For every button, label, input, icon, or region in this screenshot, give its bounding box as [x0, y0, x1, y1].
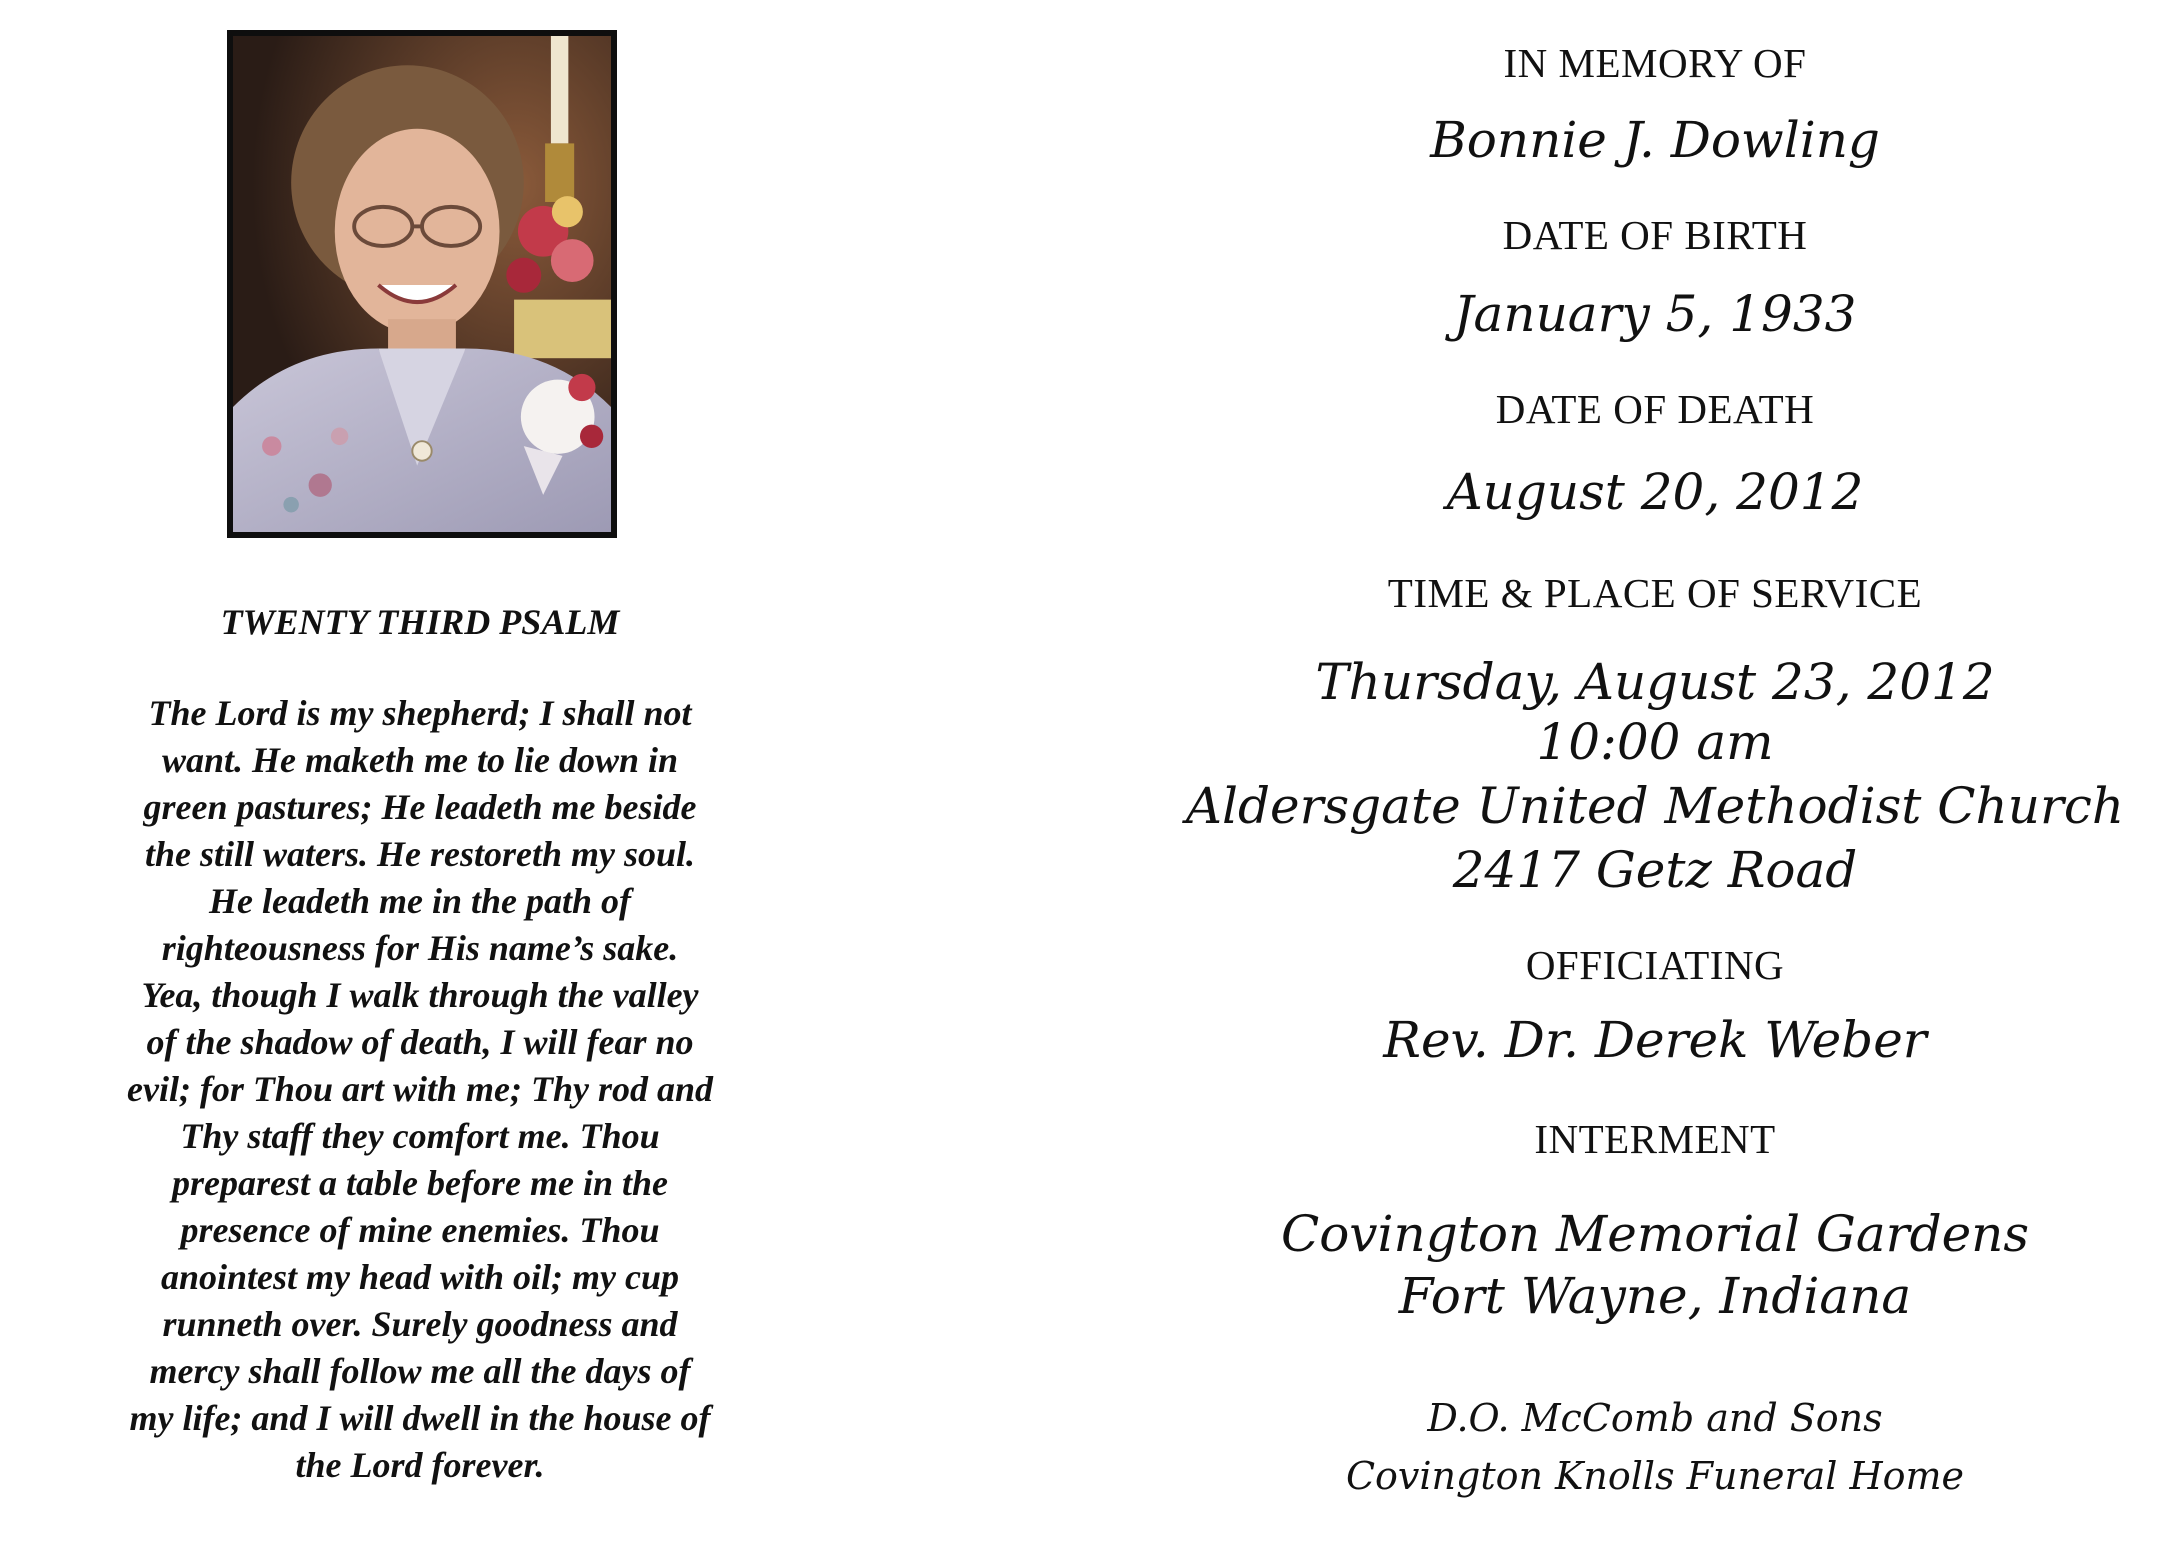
interment-heading: INTERMENT — [1534, 1116, 1776, 1162]
psalm-line: runneth over. Surely goodness and — [162, 1304, 678, 1344]
psalm-line: Thy staff they comfort me. Thou — [180, 1116, 660, 1156]
psalm-line: mercy shall follow me all the days of — [149, 1351, 691, 1391]
psalm-line: my life; and I will dwell in the house of — [129, 1398, 711, 1438]
death-date: August 20, 2012 — [1446, 463, 1864, 521]
funeral-home-line2: Covington Knolls Funeral Home — [1345, 1454, 1965, 1498]
psalm-line: Yea, though I walk through the valley — [141, 975, 699, 1015]
psalm-line: green pastures; He leadeth me beside — [143, 787, 697, 827]
service-time: 10:00 am — [1536, 713, 1774, 771]
interment-city: Fort Wayne, Indiana — [1398, 1267, 1912, 1325]
psalm-line: He leadeth me in the path of — [209, 881, 631, 921]
service-address: 2417 Getz Road — [1452, 841, 1858, 899]
birth-heading: DATE OF BIRTH — [1502, 212, 1808, 258]
psalm-line: righteousness for His name’s sake. — [161, 928, 679, 968]
officiant-name: Rev. Dr. Derek Weber — [1383, 1011, 1927, 1069]
birth-date: January 5, 1933 — [1453, 285, 1857, 343]
service-heading: TIME & PLACE OF SERVICE — [1387, 570, 1923, 616]
service-date: Thursday, August 23, 2012 — [1315, 653, 1995, 711]
psalm-line: anointest my head with oil; my cup — [160, 1257, 680, 1297]
psalm-line: of the shadow of death, I will fear no — [146, 1022, 694, 1062]
right-panel — [1140, 0, 2170, 1542]
funeral-home-line1: D.O. McComb and Sons — [1427, 1396, 1883, 1440]
psalm-title: TWENTY THIRD PSALM — [220, 602, 620, 642]
officiating-heading: OFFICIATING — [1525, 942, 1785, 988]
interment-place: Covington Memorial Gardens — [1280, 1205, 2030, 1263]
portrait-photo — [227, 30, 617, 538]
psalm-line: the still waters. He restoreth my soul. — [144, 834, 696, 874]
portrait-photo-icon — [233, 36, 611, 532]
left-panel — [0, 0, 840, 1542]
psalm-line: evil; for Thou art with me; Thy rod and — [126, 1069, 714, 1109]
service-place: Aldersgate United Methodist Church — [1185, 777, 2125, 835]
psalm-line: The Lord is my shepherd; I shall not — [148, 693, 692, 733]
deceased-name: Bonnie J. Dowling — [1430, 111, 1880, 169]
psalm-line: the Lord forever. — [295, 1445, 545, 1485]
memory-heading: IN MEMORY OF — [1503, 40, 1807, 86]
psalm-line: preparest a table before me in the — [172, 1163, 668, 1203]
psalm-line: presence of mine enemies. Thou — [180, 1210, 660, 1250]
psalm-line: want. He maketh me to lie down in — [161, 740, 679, 780]
psalm-text — [70, 690, 770, 1489]
death-heading: DATE OF DEATH — [1495, 386, 1815, 432]
